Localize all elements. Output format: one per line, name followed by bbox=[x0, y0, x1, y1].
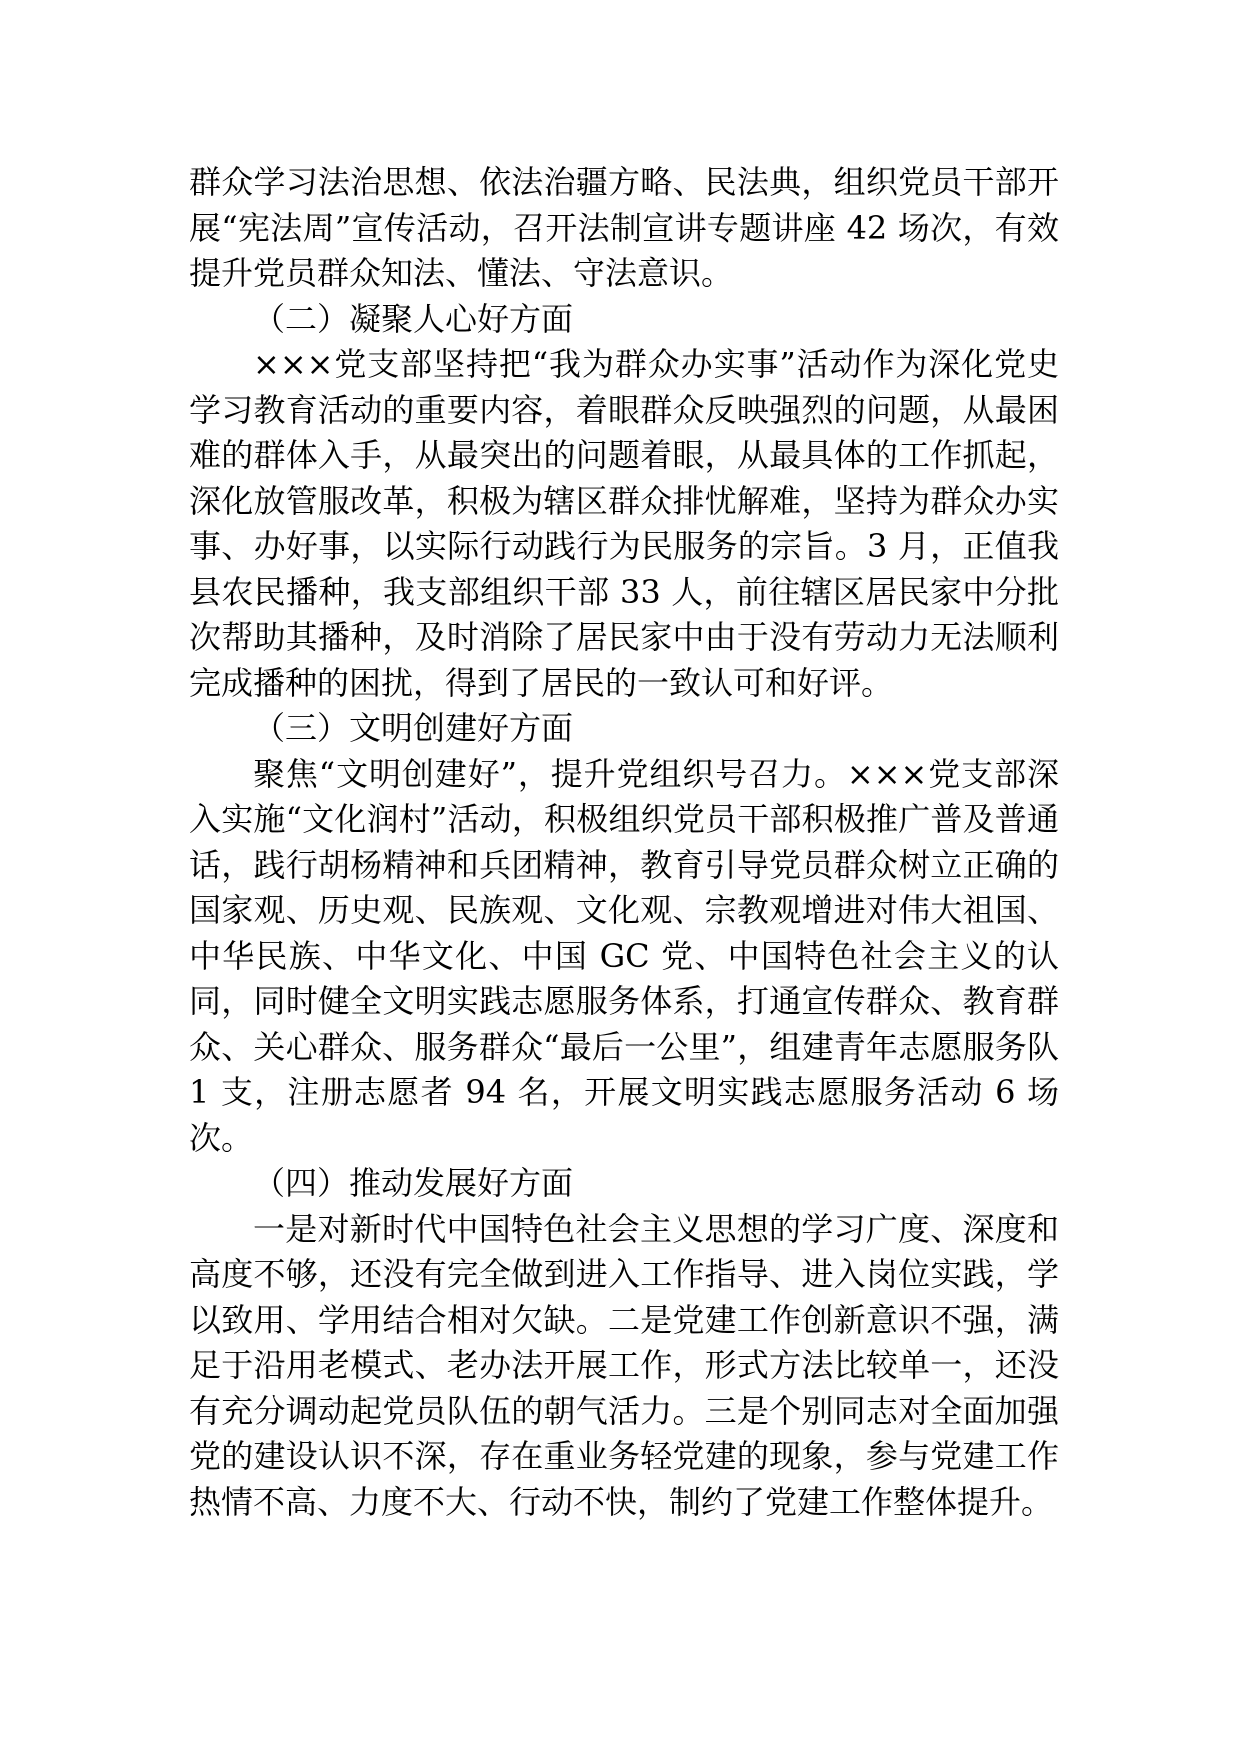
section-heading-4: （四）推动发展好方面 bbox=[253, 1164, 574, 1202]
paragraph-section-3: 聚焦“文明创建好”，提升党组织号召力。×××党支部深入实施“文化润村”活动，积极组织党员干部积极推广普及普通话，践行胡杨精神和兵团精神，教育引导党员群众树立正确的国家观、历史观、民族观、文化观、宗教观增进对伟大祖国、中华民族、中华文化、中国 GC 党、中国特色社会主义的认同，同时健全文明实践志愿服务体系，打通宣传群众、教育群众、关心群众、服务群众“最后一公里”，组建青年志愿服务队 1 支，注册志愿者 94 名，开展文明实践志愿服务活动 6 场次。 bbox=[189, 754, 1059, 1157]
section-heading-2: （二）凝聚人心好方面 bbox=[253, 299, 574, 338]
paragraph-section-4: 一是对新时代中国特色社会主义思想的学习广度、深度和高度不够，还没有完全做到进入工作指导、进入岗位实践，学以致用、学用结合相对欠缺。二是党建工作创新意识不强，满足于沿用老模式、老办法开展工作，形式方法比较单一，还没有充分调动起党员队伍的朝气活力。三是个别同志对全面加强党的建设认识不深，存在重业务轻党建的现象，参与党建工作热情不高、力度不大、行动不快，制约了党建工作整体提升。 bbox=[189, 1209, 1059, 1521]
section-heading-3: （三）文明创建好方面 bbox=[253, 709, 574, 747]
document-page bbox=[189, 160, 1059, 1525]
paragraph-section-2: ×××党支部坚持把“我为群众办实事”活动作为深化党史学习教育活动的重要内容，着眼群众反映强烈的问题，从最困难的群体入手，从最突出的问题着眼，从最具体的工作抓起，深化放管服改革，积极为辖区群众排忧解难，坚持为群众办实事、办好事，以实际行动践行为民服务的宗旨。3 月，正值我县农民播种，我支部组织干部 33 人，前往辖区居民家中分批次帮助其播种，及时消除了居民家中由于没有劳动力无法顺利完成播种的困扰，得到了居民的一致认可和好评。 bbox=[189, 345, 1059, 702]
paragraph-intro-continued: 群众学习法治思想、依法治疆方略、民法典，组织党员干部开展“宪法周”宣传活动，召开法制宣讲专题讲座 42 场次，有效提升党员群众知法、懂法、守法意识。 bbox=[189, 163, 1059, 292]
